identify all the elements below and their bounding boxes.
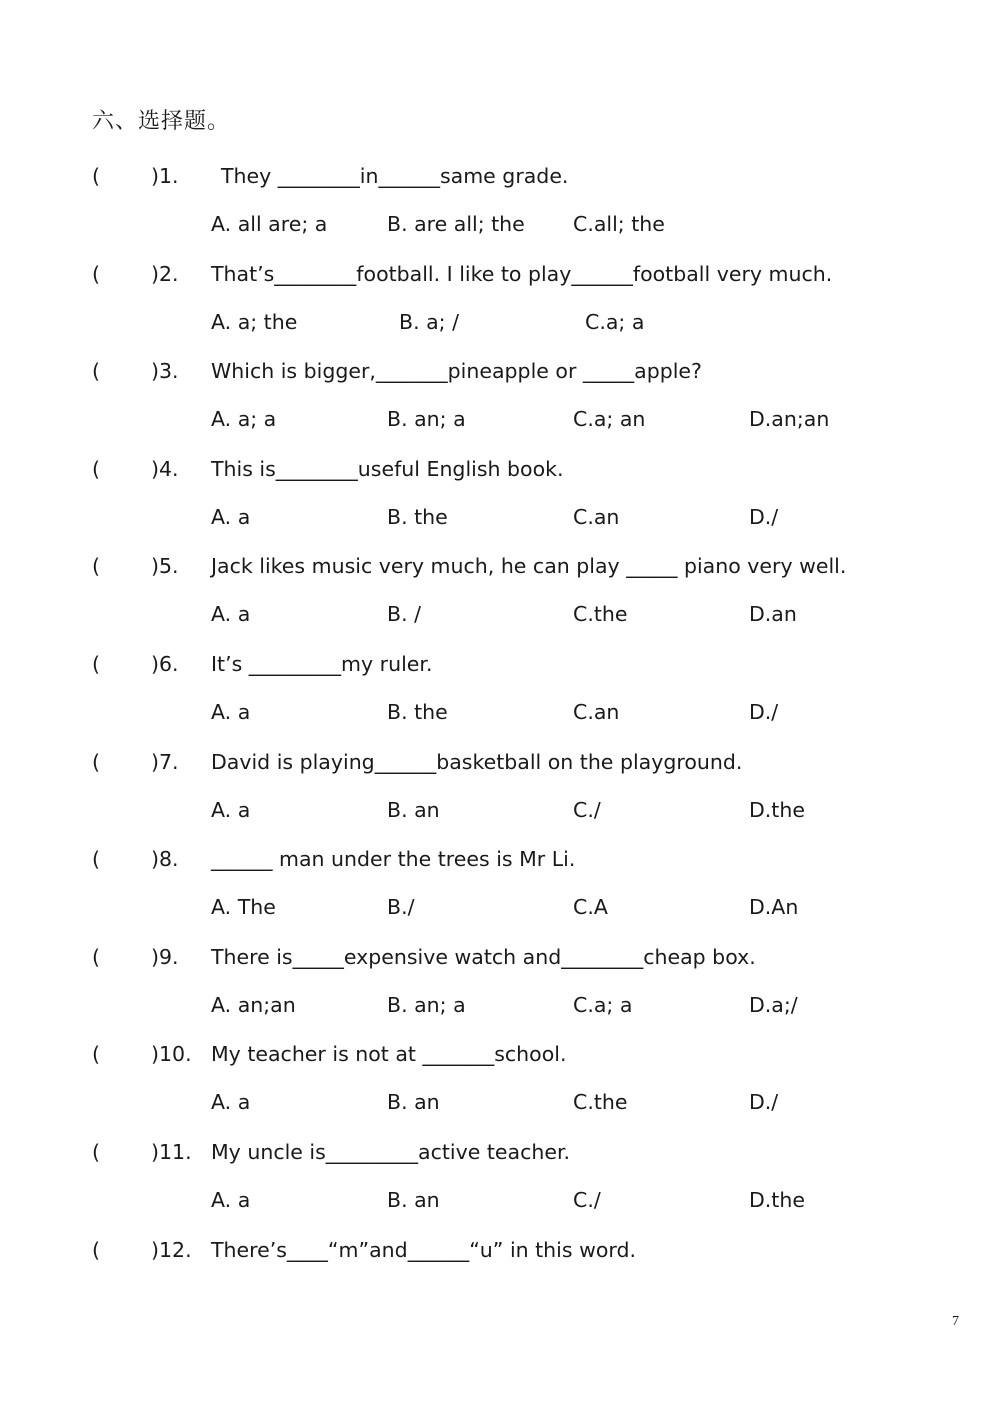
option-d: D./: [749, 699, 779, 724]
option-d: D.the: [749, 797, 805, 822]
answer-paren: (: [92, 1042, 100, 1067]
option-d: D./: [749, 504, 779, 529]
question-text: My uncle is_________active teacher.: [211, 1139, 571, 1164]
option-a: A. a; the: [211, 309, 298, 334]
options-row: [0, 594, 1001, 634]
answer-paren: (: [92, 554, 100, 579]
option-c: C.a; a: [585, 309, 645, 334]
question-item: [0, 644, 1001, 742]
question-item: [0, 351, 1001, 449]
question-list: [0, 156, 1001, 1327]
option-c: C.a; a: [573, 992, 633, 1017]
answer-paren: (: [92, 749, 100, 774]
question-text: This is________useful English book.: [211, 456, 564, 481]
option-c: C.A: [573, 895, 608, 920]
option-b: B. an: [387, 1187, 440, 1212]
options-row: [0, 497, 1001, 537]
option-c: C./: [573, 1187, 601, 1212]
answer-paren: (: [92, 1237, 100, 1262]
option-d: D.the: [749, 1187, 805, 1212]
answer-paren: (: [92, 261, 100, 286]
option-c: C.the: [573, 602, 628, 627]
question-number: )1.: [151, 164, 179, 188]
question-line: [0, 546, 1001, 586]
page-number: 7: [952, 1314, 959, 1329]
question-text: Which is bigger,_______pineapple or _____apple?: [211, 359, 702, 384]
option-b: B. the: [387, 699, 448, 724]
question-number: )10.: [151, 1042, 192, 1067]
question-item: [0, 546, 1001, 644]
options-row: [0, 1082, 1001, 1122]
question-number: )9.: [151, 944, 179, 969]
question-text: It’s _________my ruler.: [211, 651, 433, 676]
answer-paren: (: [92, 651, 100, 676]
option-c: C.an: [573, 699, 620, 724]
question-text: Jack likes music very much, he can play _____ piano very well.: [211, 554, 847, 579]
option-a: A. a: [211, 797, 251, 822]
option-d: D.a;/: [749, 992, 798, 1017]
options-row: [0, 887, 1001, 927]
question-number: )6.: [151, 651, 179, 676]
question-text: My teacher is not at _______school.: [211, 1042, 567, 1067]
question-text: David is playing______basketball on the playground.: [211, 749, 743, 774]
question-line: [0, 1230, 1001, 1270]
option-b: B. the: [387, 504, 448, 529]
option-a: A. an;an: [211, 992, 296, 1017]
question-item: [0, 839, 1001, 937]
answer-paren: (: [92, 456, 100, 481]
option-c: C.a; an: [573, 407, 646, 432]
option-a: A. The: [211, 895, 276, 920]
option-b: B./: [387, 895, 415, 920]
answer-paren: (: [92, 944, 100, 969]
option-d: D.An: [749, 895, 799, 920]
question-item: [0, 1230, 1001, 1328]
question-text: There’s____“m”and______“u” in this word.: [211, 1237, 636, 1262]
question-item: [0, 156, 1001, 254]
question-item: [0, 254, 1001, 352]
option-c: C.an: [573, 504, 620, 529]
question-line: [0, 254, 1001, 294]
option-d: D./: [749, 1090, 779, 1115]
question-number: )8.: [151, 847, 179, 872]
answer-paren: (: [92, 359, 100, 384]
question-item: [0, 449, 1001, 547]
option-b: B. are all; the: [387, 212, 525, 236]
options-row: [0, 692, 1001, 732]
option-d: D.an: [749, 602, 797, 627]
question-line: [0, 644, 1001, 684]
question-item: [0, 1132, 1001, 1230]
question-line: [0, 156, 1001, 196]
answer-paren: (: [92, 847, 100, 872]
question-line: [0, 351, 1001, 391]
question-number: )11.: [151, 1139, 192, 1164]
option-b: B. an: [387, 797, 440, 822]
question-item: [0, 937, 1001, 1035]
option-b: B. an; a: [387, 992, 466, 1017]
option-a: A. all are; a: [211, 212, 328, 236]
option-a: A. a: [211, 1090, 251, 1115]
question-number: )2.: [151, 261, 179, 286]
question-line: [0, 449, 1001, 489]
question-number: )5.: [151, 554, 179, 579]
option-a: A. a: [211, 699, 251, 724]
options-row: [0, 399, 1001, 439]
question-text: They ________in______same grade.: [221, 164, 569, 188]
question-number: )3.: [151, 359, 179, 384]
option-b: B. an; a: [387, 407, 466, 432]
options-row: [0, 204, 1001, 244]
option-a: A. a: [211, 1187, 251, 1212]
answer-paren: (: [92, 164, 100, 188]
answer-paren: (: [92, 1139, 100, 1164]
question-line: [0, 839, 1001, 879]
option-b: B. /: [387, 602, 422, 627]
question-text: There is_____expensive watch and________cheap box.: [211, 944, 756, 969]
question-text: That’s________football. I like to play______football very much.: [211, 261, 833, 286]
question-text: ______ man under the trees is Mr Li.: [211, 847, 576, 872]
option-b: B. an: [387, 1090, 440, 1115]
option-c: C./: [573, 797, 601, 822]
options-row: [0, 790, 1001, 830]
question-item: [0, 1034, 1001, 1132]
question-number: )4.: [151, 456, 179, 481]
question-item: [0, 742, 1001, 840]
option-b: B. a; /: [399, 309, 459, 334]
question-line: [0, 1034, 1001, 1074]
option-a: A. a; a: [211, 407, 277, 432]
section-title: 六、选择题。: [92, 109, 231, 134]
option-d: D.an;an: [749, 407, 830, 432]
question-number: )12.: [151, 1237, 192, 1262]
options-row: [0, 1180, 1001, 1220]
option-a: A. a: [211, 602, 251, 627]
options-row: [0, 302, 1001, 342]
options-row: [0, 985, 1001, 1025]
question-line: [0, 742, 1001, 782]
option-c: C.all; the: [573, 212, 665, 236]
question-number: )7.: [151, 749, 179, 774]
question-line: [0, 937, 1001, 977]
option-a: A. a: [211, 504, 251, 529]
option-c: C.the: [573, 1090, 628, 1115]
question-line: [0, 1132, 1001, 1172]
